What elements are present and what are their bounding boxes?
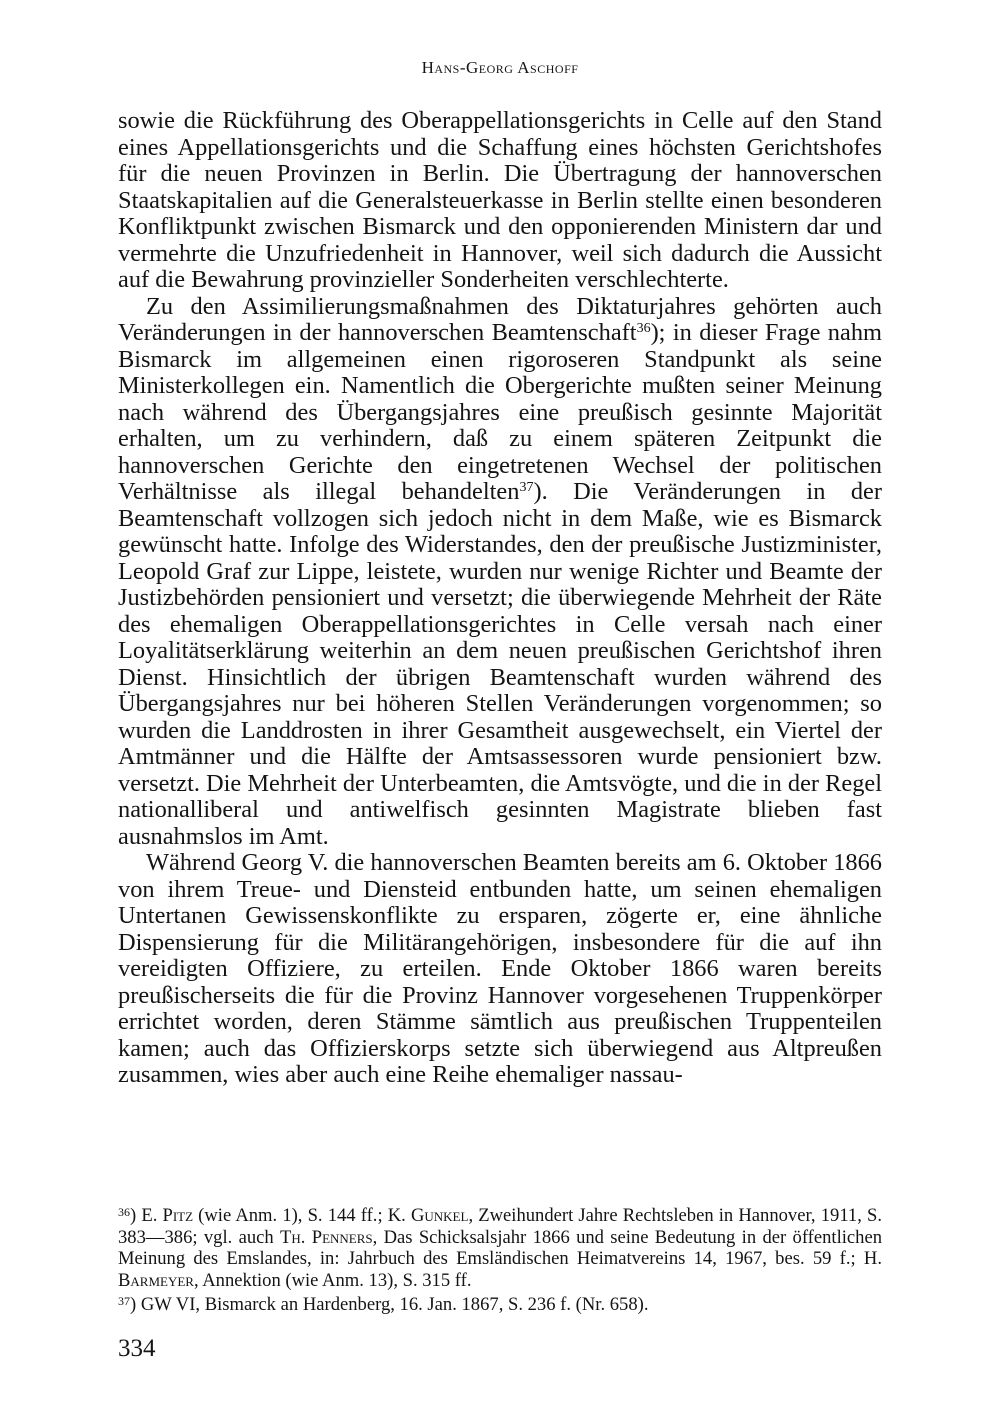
text-segment: sowie die Rückführung des Oberappellationsgerichts in Celle auf den Stand eines Appellationsgerichts und die Schaffung eines höchsten Gerichtshofes für die neuen Provinzen in Berlin. Die Übertragung der hannoverschen Staatskapitalien auf die Generalsteuerkasse in Berlin stellte einen besonderen Konfliktpunkt zwischen Bismarck und den opponierenden Ministern dar und vermehrte die Unzufriedenheit in Hannover, weil sich dadurch die Aussicht auf die Bewahrung provinzieller Sonderheiten verschlechterte. [118, 107, 882, 293]
text-segment: ) E. [130, 1205, 163, 1226]
text-segment: Während Georg V. die hannoverschen Beamten bereits am 6. Oktober 1866 von ihrem Treue- und Diensteid entbunden hatte, um seinen ehemaligen Untertanen Gewissenskonflikte zu ersparen, zögerte er, eine ähnliche Dispensierung für die Militärangehörigen, insbesondere für die auf ihn vereidigten Offiziere, zu erteilen. Ende Oktober 1866 waren bereits preußischerseits die für die Provinz Hannover vorgesehenen Truppenkörper errichtet worden, deren Stämme sämtlich aus preußischen Truppenteilen kamen; auch das Offizierskorps setzte sich überwiegend aus Altpreußen zusammen, wies aber auch eine Reihe ehemaliger nassau- [118, 849, 882, 1088]
text-segment: ); in dieser Frage nahm Bismarck im allgemeinen einen rigoroseren Standpunkt als seine Ministerkollegen ein. Namentlich die Obergerichte mußten seiner Meinung nach während des Übergangsjahres eine preußisch gesinnte Majorität erhalten, um zu verhindern, daß zu einem späteren Zeitpunkt die hannoverschen Gerichte den eingetretenen Wechsel der politischen Verhältnisse als illegal behandelten [118, 319, 882, 505]
author-name: Barmeyer [118, 1269, 194, 1291]
paragraph [118, 850, 882, 1089]
footnotes [118, 1202, 882, 1316]
paragraph [118, 108, 882, 294]
author-name: Th. Penners [280, 1226, 373, 1248]
paragraph [118, 294, 882, 851]
author-name: Gunkel [410, 1205, 469, 1226]
footnote-reference-36[interactable]: 36 [636, 321, 651, 336]
author-name: Pitz [162, 1205, 194, 1226]
running-title: Hans-Georg Aschoff [421, 58, 579, 77]
running-header [0, 58, 1000, 78]
text-segment: , Das Schicksalsjahr 1866 und seine Bedeutung in der öffentlichen Meinung des Emslandes, in: Jahrbuch des Emsländischen Heimatvereins 14, 1967, bes. 59 f.; H. [118, 1226, 883, 1270]
footnote-37 [118, 1291, 882, 1316]
footnote-reference-37[interactable]: 37 [519, 480, 534, 495]
footnote-number: 36 [118, 1205, 130, 1219]
text-segment: , Annektion (wie Anm. 13), S. 315 ff. [193, 1269, 472, 1291]
text-segment: (wie Anm. 1), S. 144 ff.; K. [193, 1205, 411, 1226]
text-segment: ) GW VI, Bismarck an Hardenberg, 16. Jan. 1867, S. 236 f. (Nr. 658). [130, 1294, 649, 1316]
page-number: 334 [118, 1335, 156, 1362]
text-segment: ). Die Veränderungen in der Beamtenschaft vollzogen sich jedoch nicht in dem Maße, wie es Bismarck gewünscht hatte. Infolge des Widerstandes, den der preußische Justizminister, Leopold Graf zur Lippe, leistete, wurden nur wenige Richter und Beamte der Justizbehörden pensioniert und versetzt; die überwiegende Mehrheit der Räte des ehemaligen Oberappellationsgerichtes in Celle versah nach einer Loyalitätserklärung weiterhin an dem neuen preußischen Gerichtshof ihren Dienst. Hinsichtlich der übrigen Beamtenschaft wurden während des Übergangsjahres nur bei höheren Stellen Veränderungen vorgenommen; so wurden die Landdrosten in ihrer Gesamtheit ausgewechselt, ein Viertel der Amtmänner und die Hälfte der Amtsassessoren wurde pensioniert bzw. versetzt. Die Mehrheit der Unterbeamten, die Amtsvögte, und die in der Regel nationalliberal und antiwelfisch gesinnten Magistrate blieben fast ausnahmslos im Amt. [118, 478, 883, 850]
footnote-number: 37 [118, 1294, 130, 1309]
body-text [118, 108, 882, 1089]
text-segment: Zu den Assimilierungsmaßnahmen des Diktaturjahres gehörten auch Veränderungen in der hannoverschen Beamtenschaft [118, 292, 882, 346]
footnote-36 [118, 1202, 882, 1291]
text-segment: , Zweihundert Jahre Rechtsleben in Hannover, 1911, S. 383—386; vgl. auch [118, 1205, 882, 1248]
